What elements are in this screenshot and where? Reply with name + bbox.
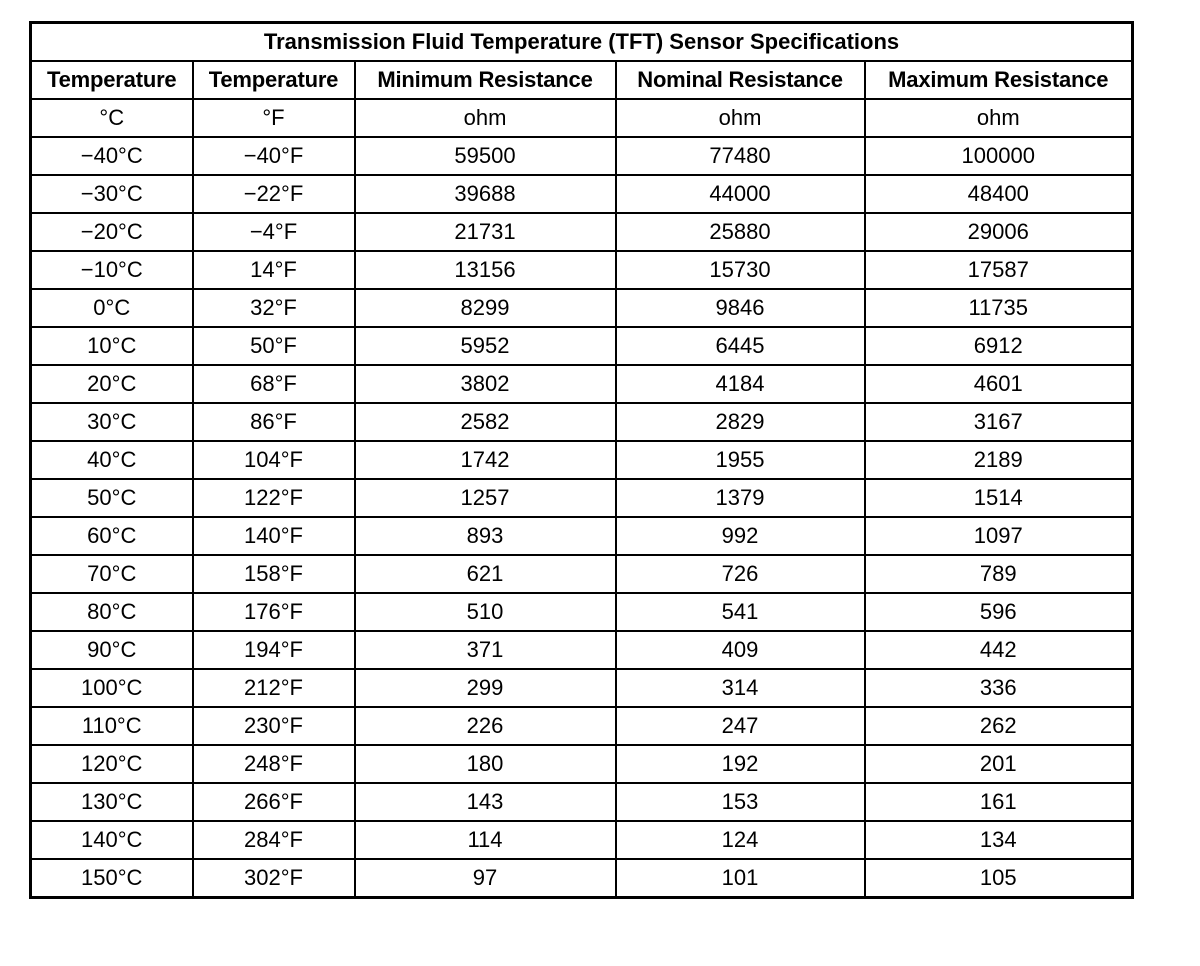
table-row <box>31 517 1133 555</box>
max-resistance-cell: 201 <box>865 745 1133 783</box>
temp-c-cell: 30°C <box>31 403 193 441</box>
min-resistance-cell: 510 <box>355 593 616 631</box>
max-resistance-cell: 3167 <box>865 403 1133 441</box>
max-resistance-cell: 29006 <box>865 213 1133 251</box>
temp-c-cell: −20°C <box>31 213 193 251</box>
table-row <box>31 327 1133 365</box>
nominal-resistance-cell: 726 <box>616 555 865 593</box>
table-row <box>31 175 1133 213</box>
min-resistance-cell: 143 <box>355 783 616 821</box>
tft-spec-table <box>29 21 1134 899</box>
temp-f-cell: 50°F <box>193 327 355 365</box>
temp-f-cell: 14°F <box>193 251 355 289</box>
min-resistance-cell: 299 <box>355 669 616 707</box>
min-resistance-cell: 114 <box>355 821 616 859</box>
max-resistance-cell: 6912 <box>865 327 1133 365</box>
nominal-resistance-cell: 1379 <box>616 479 865 517</box>
nominal-resistance-cell: 44000 <box>616 175 865 213</box>
nominal-resistance-cell: 153 <box>616 783 865 821</box>
table-title: Transmission Fluid Temperature (TFT) Sensor Specifications <box>31 23 1133 62</box>
max-resistance-cell: 4601 <box>865 365 1133 403</box>
table-row <box>31 859 1133 898</box>
temp-f-cell: 230°F <box>193 707 355 745</box>
temp-f-cell: 176°F <box>193 593 355 631</box>
max-resistance-cell: 1514 <box>865 479 1133 517</box>
table-row <box>31 745 1133 783</box>
temp-c-cell: 120°C <box>31 745 193 783</box>
unit-ohm-nominal: ohm <box>616 99 865 137</box>
temp-c-cell: 150°C <box>31 859 193 898</box>
max-resistance-cell: 161 <box>865 783 1133 821</box>
unit-celsius: °C <box>31 99 193 137</box>
table-row <box>31 365 1133 403</box>
max-resistance-cell: 336 <box>865 669 1133 707</box>
temp-c-cell: 80°C <box>31 593 193 631</box>
units-row <box>31 99 1133 137</box>
max-resistance-cell: 2189 <box>865 441 1133 479</box>
nominal-resistance-cell: 6445 <box>616 327 865 365</box>
min-resistance-cell: 180 <box>355 745 616 783</box>
max-resistance-cell: 262 <box>865 707 1133 745</box>
table-row <box>31 707 1133 745</box>
temp-f-cell: 122°F <box>193 479 355 517</box>
temp-c-cell: 140°C <box>31 821 193 859</box>
min-resistance-cell: 59500 <box>355 137 616 175</box>
nominal-resistance-cell: 2829 <box>616 403 865 441</box>
header-minimum-resistance: Minimum Resistance <box>355 61 616 99</box>
table-row <box>31 251 1133 289</box>
temp-f-cell: 86°F <box>193 403 355 441</box>
nominal-resistance-cell: 25880 <box>616 213 865 251</box>
min-resistance-cell: 2582 <box>355 403 616 441</box>
header-row <box>31 61 1133 99</box>
temp-c-cell: 110°C <box>31 707 193 745</box>
temp-c-cell: 10°C <box>31 327 193 365</box>
temp-c-cell: 70°C <box>31 555 193 593</box>
header-temperature-c: Temperature <box>31 61 193 99</box>
nominal-resistance-cell: 192 <box>616 745 865 783</box>
unit-ohm-min: ohm <box>355 99 616 137</box>
min-resistance-cell: 3802 <box>355 365 616 403</box>
temp-c-cell: 40°C <box>31 441 193 479</box>
temp-f-cell: −4°F <box>193 213 355 251</box>
title-row <box>31 23 1133 62</box>
table-row <box>31 783 1133 821</box>
header-nominal-resistance: Nominal Resistance <box>616 61 865 99</box>
min-resistance-cell: 1742 <box>355 441 616 479</box>
temp-c-cell: 20°C <box>31 365 193 403</box>
max-resistance-cell: 1097 <box>865 517 1133 555</box>
min-resistance-cell: 621 <box>355 555 616 593</box>
min-resistance-cell: 13156 <box>355 251 616 289</box>
min-resistance-cell: 8299 <box>355 289 616 327</box>
table-row <box>31 479 1133 517</box>
temp-c-cell: 90°C <box>31 631 193 669</box>
temp-c-cell: 0°C <box>31 289 193 327</box>
min-resistance-cell: 371 <box>355 631 616 669</box>
table-body <box>31 137 1133 898</box>
min-resistance-cell: 226 <box>355 707 616 745</box>
table-row <box>31 669 1133 707</box>
temp-c-cell: 50°C <box>31 479 193 517</box>
temp-c-cell: 100°C <box>31 669 193 707</box>
temp-f-cell: 104°F <box>193 441 355 479</box>
nominal-resistance-cell: 1955 <box>616 441 865 479</box>
nominal-resistance-cell: 409 <box>616 631 865 669</box>
temp-c-cell: −10°C <box>31 251 193 289</box>
temp-f-cell: 68°F <box>193 365 355 403</box>
nominal-resistance-cell: 314 <box>616 669 865 707</box>
unit-ohm-max: ohm <box>865 99 1133 137</box>
temp-f-cell: 32°F <box>193 289 355 327</box>
temp-f-cell: 266°F <box>193 783 355 821</box>
max-resistance-cell: 11735 <box>865 289 1133 327</box>
temp-c-cell: 130°C <box>31 783 193 821</box>
table-row <box>31 555 1133 593</box>
table-row <box>31 821 1133 859</box>
temp-f-cell: 302°F <box>193 859 355 898</box>
nominal-resistance-cell: 101 <box>616 859 865 898</box>
temp-f-cell: −22°F <box>193 175 355 213</box>
temp-f-cell: 284°F <box>193 821 355 859</box>
table-row <box>31 213 1133 251</box>
max-resistance-cell: 17587 <box>865 251 1133 289</box>
nominal-resistance-cell: 4184 <box>616 365 865 403</box>
temp-f-cell: 248°F <box>193 745 355 783</box>
max-resistance-cell: 48400 <box>865 175 1133 213</box>
max-resistance-cell: 105 <box>865 859 1133 898</box>
table-row <box>31 441 1133 479</box>
nominal-resistance-cell: 124 <box>616 821 865 859</box>
min-resistance-cell: 97 <box>355 859 616 898</box>
temp-f-cell: −40°F <box>193 137 355 175</box>
temp-c-cell: 60°C <box>31 517 193 555</box>
nominal-resistance-cell: 9846 <box>616 289 865 327</box>
max-resistance-cell: 134 <box>865 821 1133 859</box>
table-row <box>31 137 1133 175</box>
table-row <box>31 289 1133 327</box>
max-resistance-cell: 100000 <box>865 137 1133 175</box>
table-row <box>31 631 1133 669</box>
nominal-resistance-cell: 992 <box>616 517 865 555</box>
nominal-resistance-cell: 15730 <box>616 251 865 289</box>
table-row <box>31 403 1133 441</box>
temp-c-cell: −30°C <box>31 175 193 213</box>
min-resistance-cell: 5952 <box>355 327 616 365</box>
nominal-resistance-cell: 77480 <box>616 137 865 175</box>
min-resistance-cell: 893 <box>355 517 616 555</box>
temp-f-cell: 140°F <box>193 517 355 555</box>
min-resistance-cell: 1257 <box>355 479 616 517</box>
max-resistance-cell: 596 <box>865 593 1133 631</box>
nominal-resistance-cell: 247 <box>616 707 865 745</box>
nominal-resistance-cell: 541 <box>616 593 865 631</box>
temp-f-cell: 158°F <box>193 555 355 593</box>
temp-f-cell: 212°F <box>193 669 355 707</box>
table-row <box>31 593 1133 631</box>
unit-fahrenheit: °F <box>193 99 355 137</box>
max-resistance-cell: 442 <box>865 631 1133 669</box>
temp-c-cell: −40°C <box>31 137 193 175</box>
max-resistance-cell: 789 <box>865 555 1133 593</box>
temp-f-cell: 194°F <box>193 631 355 669</box>
header-temperature-f: Temperature <box>193 61 355 99</box>
min-resistance-cell: 21731 <box>355 213 616 251</box>
header-maximum-resistance: Maximum Resistance <box>865 61 1133 99</box>
min-resistance-cell: 39688 <box>355 175 616 213</box>
